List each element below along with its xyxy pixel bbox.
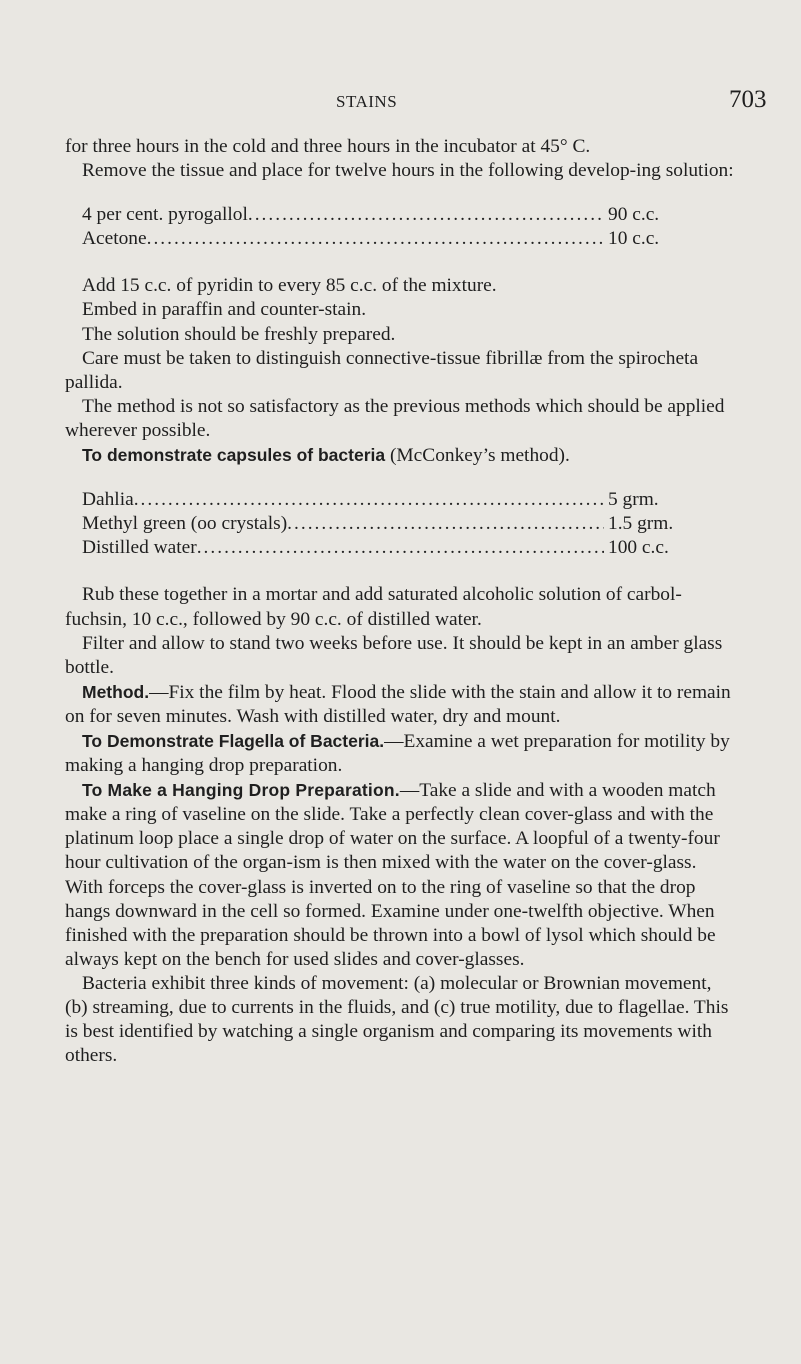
paragraph: The method is not so satisfactory as the previous methods which should be applied wherever possible. <box>65 395 725 441</box>
dot-leader <box>147 227 604 251</box>
paragraph <box>65 443 737 468</box>
heading-rest: (McConkey’s method). <box>385 445 570 467</box>
paragraph-rest: —Examine a wet preparation for motility by making a hanging drop preparation. <box>65 730 730 777</box>
ingredient-name: Methyl green (oo crystals) <box>82 513 288 535</box>
dot-leader <box>287 512 604 536</box>
section-heading: To Make a Hanging Drop Preparation. <box>82 780 400 801</box>
recipe-row <box>82 512 696 536</box>
ingredient-amount: 5 grm. <box>608 489 659 511</box>
paragraph: Add 15 c.c. of pyridin to every 85 c.c. of the mixture. <box>82 275 497 297</box>
ingredient-amount: 10 c.c. <box>608 228 660 250</box>
recipe-list-capsule-stain <box>65 488 737 560</box>
page-header <box>0 86 801 116</box>
recipe-row <box>82 227 696 251</box>
section-heading: To Demonstrate Flagella of Bacteria. <box>82 730 385 751</box>
page-number: 703 <box>729 86 767 113</box>
paragraph: Bacteria exhibit three kinds of movement: (a) molecular or Brownian movement, (b) streaming, due to currents in the fluids, and (c) true motility, due to flagellae. This is best identified by watching a single organism and comparing its movements with others. <box>65 972 729 1067</box>
paragraph: The solution should be freshly prepared. <box>82 323 396 345</box>
ingredient-amount: 1.5 grm. <box>608 513 674 535</box>
paragraph-rest: —Take a slide and with a wooden match make a ring of vaseline on the slide. Take a perfectly clean cover-glass and with the platinum loop place a single drop of water on the surface. A loopful of a twenty-four hour cultivation of the organ-ism is then mixed with the water on the cover-glass. With forceps the cover-glass is inverted on to the ring of vaseline so that the drop hangs downward in the cell so formed. Examine under one-twelfth objective. When finished with the preparation should be thrown into a bowl of lysol which should be always kept on the bench for used slides and cover-glasses. <box>65 780 720 970</box>
ingredient-amount: 90 c.c. <box>608 204 660 226</box>
paragraph <box>65 729 737 778</box>
ingredient-amount: 100 c.c. <box>608 537 669 559</box>
ingredient-name: Acetone <box>82 228 147 250</box>
dot-leader <box>197 536 604 560</box>
ingredient-name: Distilled water <box>82 537 197 559</box>
paragraph: Rub these together in a mortar and add saturated alcoholic solution of carbol-fuchsin, 10 c.c., followed by 90 c.c. of distilled water. <box>65 584 682 630</box>
ingredient-name: Dahlia <box>82 489 134 511</box>
paragraph <box>65 778 737 972</box>
paragraph: Remove the tissue and place for twelve hours in the following develop-ing solution: <box>82 160 734 182</box>
recipe-list-developing-solution <box>65 203 737 251</box>
ingredient-name: 4 per cent. pyrogallol <box>82 204 248 226</box>
paragraph: Embed in paraffin and counter-stain. <box>82 299 367 321</box>
dot-leader <box>248 203 604 227</box>
recipe-row <box>82 536 696 560</box>
dot-leader <box>134 488 604 512</box>
running-head: STAINS <box>336 92 398 111</box>
paragraph: for three hours in the cold and three hours in the incubator at 45° C. <box>65 136 591 157</box>
paragraph: Filter and allow to stand two weeks before use. It should be kept in an amber glass bottle. <box>65 632 723 678</box>
recipe-row <box>82 203 696 227</box>
body-text <box>65 135 737 1068</box>
paragraph: Care must be taken to distinguish connective-tissue fibrillæ from the spirocheta pallida. <box>65 347 699 393</box>
section-heading: Method. <box>82 681 150 702</box>
paragraph <box>65 680 737 729</box>
paragraph-rest: —Fix the film by heat. Flood the slide with the stain and allow it to remain on for seven minutes. Wash with distilled water, dry and mount. <box>65 681 731 727</box>
recipe-row <box>82 488 696 512</box>
section-heading: To demonstrate capsules of bacteria <box>82 445 386 466</box>
